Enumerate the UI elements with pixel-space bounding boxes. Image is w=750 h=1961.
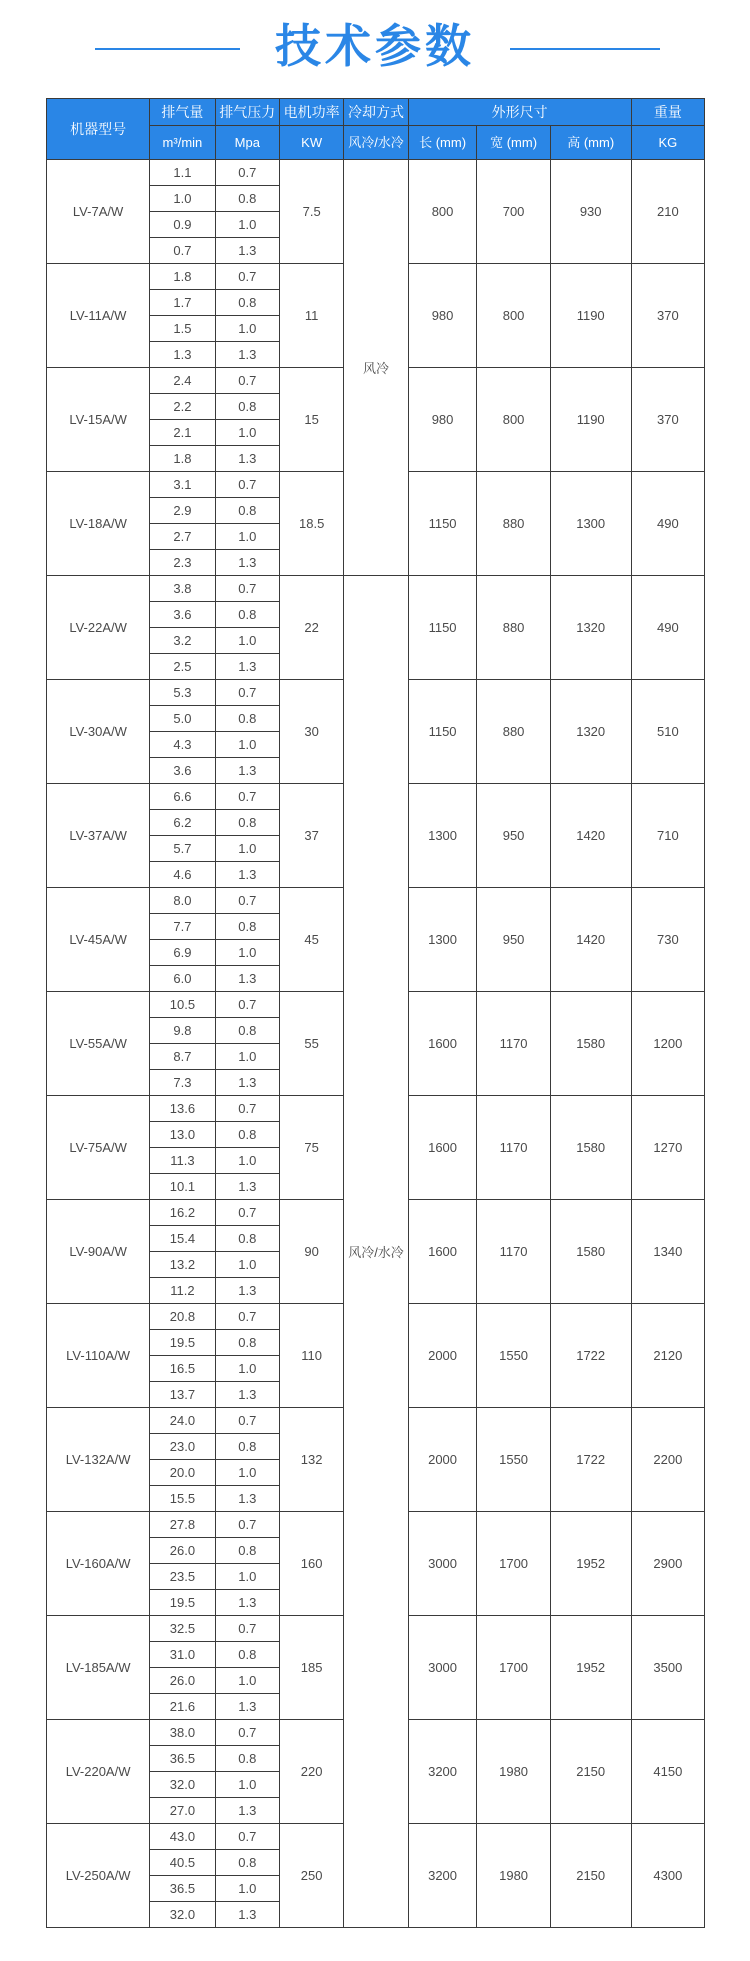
cell-airflow: 2.1 <box>150 420 215 446</box>
cell-pressure: 0.8 <box>215 602 279 628</box>
cell-length: 2000 <box>408 1408 477 1512</box>
cell-power: 45 <box>279 888 343 992</box>
cell-length: 1150 <box>408 680 477 784</box>
cell-airflow: 23.0 <box>150 1434 215 1460</box>
cell-weight: 490 <box>631 472 704 576</box>
cell-pressure: 0.8 <box>215 810 279 836</box>
cell-weight: 4150 <box>631 1720 704 1824</box>
cell-pressure: 0.7 <box>215 576 279 602</box>
cell-pressure: 0.8 <box>215 1746 279 1772</box>
cell-pressure: 1.0 <box>215 1252 279 1278</box>
cell-pressure: 1.3 <box>215 1278 279 1304</box>
cell-pressure: 1.0 <box>215 1668 279 1694</box>
cell-width: 950 <box>477 784 550 888</box>
header-weight-unit: KG <box>631 126 704 160</box>
cell-pressure: 0.8 <box>215 706 279 732</box>
cell-airflow: 2.4 <box>150 368 215 394</box>
cell-length: 3000 <box>408 1512 477 1616</box>
cell-pressure: 0.7 <box>215 1824 279 1850</box>
cell-height: 1420 <box>550 784 631 888</box>
cell-length: 1300 <box>408 888 477 992</box>
cell-power: 185 <box>279 1616 343 1720</box>
cell-power: 22 <box>279 576 343 680</box>
cell-length: 3200 <box>408 1720 477 1824</box>
header-cooling-sub: 风冷/水冷 <box>344 126 408 160</box>
cell-pressure: 1.0 <box>215 1460 279 1486</box>
cell-airflow: 2.7 <box>150 524 215 550</box>
cell-airflow: 26.0 <box>150 1538 215 1564</box>
cell-pressure: 1.3 <box>215 1174 279 1200</box>
cell-model: LV-75A/W <box>47 1096 150 1200</box>
cell-pressure: 0.7 <box>215 1720 279 1746</box>
cell-airflow: 8.7 <box>150 1044 215 1070</box>
cell-weight: 3500 <box>631 1616 704 1720</box>
cell-airflow: 5.7 <box>150 836 215 862</box>
cell-pressure: 1.0 <box>215 524 279 550</box>
cell-pressure: 1.0 <box>215 1356 279 1382</box>
cell-power: 30 <box>279 680 343 784</box>
cell-height: 1320 <box>550 680 631 784</box>
cell-airflow: 1.8 <box>150 264 215 290</box>
cell-length: 2000 <box>408 1304 477 1408</box>
cell-height: 1420 <box>550 888 631 992</box>
cell-pressure: 0.7 <box>215 1096 279 1122</box>
cell-airflow: 1.7 <box>150 290 215 316</box>
cell-power: 18.5 <box>279 472 343 576</box>
cell-airflow: 24.0 <box>150 1408 215 1434</box>
cell-airflow: 1.8 <box>150 446 215 472</box>
cell-width: 1170 <box>477 1096 550 1200</box>
cell-pressure: 1.3 <box>215 758 279 784</box>
cell-airflow: 6.6 <box>150 784 215 810</box>
header-airflow: 排气量 <box>150 99 215 126</box>
cell-model: LV-15A/W <box>47 368 150 472</box>
cell-height: 930 <box>550 160 631 264</box>
cell-airflow: 16.2 <box>150 1200 215 1226</box>
cell-power: 11 <box>279 264 343 368</box>
cell-airflow: 36.5 <box>150 1746 215 1772</box>
cell-length: 1600 <box>408 992 477 1096</box>
cell-power: 37 <box>279 784 343 888</box>
cell-width: 1550 <box>477 1304 550 1408</box>
cell-pressure: 1.0 <box>215 1772 279 1798</box>
cell-airflow: 26.0 <box>150 1668 215 1694</box>
header-pressure-unit: Mpa <box>215 126 279 160</box>
spec-table-body <box>47 160 705 1928</box>
cell-airflow: 40.5 <box>150 1850 215 1876</box>
cell-width: 1980 <box>477 1720 550 1824</box>
cell-airflow: 36.5 <box>150 1876 215 1902</box>
cell-model: LV-7A/W <box>47 160 150 264</box>
cell-pressure: 1.0 <box>215 940 279 966</box>
cell-width: 1550 <box>477 1408 550 1512</box>
cell-airflow: 3.1 <box>150 472 215 498</box>
cell-pressure: 1.3 <box>215 1382 279 1408</box>
cell-airflow: 43.0 <box>150 1824 215 1850</box>
cell-width: 880 <box>477 472 550 576</box>
cell-pressure: 1.0 <box>215 1876 279 1902</box>
cell-airflow: 2.3 <box>150 550 215 576</box>
cell-airflow: 32.0 <box>150 1902 215 1928</box>
cell-airflow: 3.2 <box>150 628 215 654</box>
cell-pressure: 1.3 <box>215 654 279 680</box>
cell-airflow: 1.5 <box>150 316 215 342</box>
cell-pressure: 1.0 <box>215 628 279 654</box>
table-row <box>47 160 705 186</box>
cell-height: 1320 <box>550 576 631 680</box>
cell-power: 250 <box>279 1824 343 1928</box>
cell-weight: 490 <box>631 576 704 680</box>
cell-height: 1190 <box>550 368 631 472</box>
cell-weight: 4300 <box>631 1824 704 1928</box>
cell-pressure: 0.8 <box>215 186 279 212</box>
cell-pressure: 0.7 <box>215 472 279 498</box>
cell-pressure: 0.8 <box>215 914 279 940</box>
cell-model: LV-37A/W <box>47 784 150 888</box>
cell-pressure: 0.8 <box>215 1434 279 1460</box>
cell-airflow: 23.5 <box>150 1564 215 1590</box>
cell-pressure: 1.0 <box>215 732 279 758</box>
cell-power: 75 <box>279 1096 343 1200</box>
header-pressure: 排气压力 <box>215 99 279 126</box>
cell-airflow: 7.7 <box>150 914 215 940</box>
cell-width: 880 <box>477 576 550 680</box>
cell-airflow: 11.2 <box>150 1278 215 1304</box>
cell-pressure: 1.3 <box>215 446 279 472</box>
cell-airflow: 27.0 <box>150 1798 215 1824</box>
cell-pressure: 0.8 <box>215 290 279 316</box>
cell-airflow: 20.0 <box>150 1460 215 1486</box>
cell-pressure: 0.8 <box>215 1018 279 1044</box>
cell-power: 220 <box>279 1720 343 1824</box>
cell-airflow: 16.5 <box>150 1356 215 1382</box>
header-cooling: 冷却方式 <box>344 99 408 126</box>
cell-width: 1700 <box>477 1616 550 1720</box>
cell-airflow: 5.3 <box>150 680 215 706</box>
cell-airflow: 6.0 <box>150 966 215 992</box>
cell-model: LV-90A/W <box>47 1200 150 1304</box>
cell-weight: 510 <box>631 680 704 784</box>
cell-width: 1980 <box>477 1824 550 1928</box>
cell-weight: 210 <box>631 160 704 264</box>
cell-width: 800 <box>477 264 550 368</box>
cell-airflow: 20.8 <box>150 1304 215 1330</box>
cell-pressure: 1.0 <box>215 1044 279 1070</box>
page-title: 技术参数 <box>275 19 475 73</box>
cell-model: LV-18A/W <box>47 472 150 576</box>
cell-height: 1300 <box>550 472 631 576</box>
cell-airflow: 13.7 <box>150 1382 215 1408</box>
cell-height: 1580 <box>550 1200 631 1304</box>
cell-length: 1600 <box>408 1096 477 1200</box>
cell-pressure: 1.3 <box>215 1694 279 1720</box>
cell-height: 1952 <box>550 1512 631 1616</box>
cell-cooling: 风冷 <box>344 160 408 576</box>
cell-weight: 370 <box>631 264 704 368</box>
cell-pressure: 0.7 <box>215 784 279 810</box>
header-height: 高 (mm) <box>550 126 631 160</box>
cell-airflow: 11.3 <box>150 1148 215 1174</box>
spec-table-header <box>47 99 705 160</box>
cell-width: 700 <box>477 160 550 264</box>
cell-airflow: 38.0 <box>150 1720 215 1746</box>
cell-airflow: 1.0 <box>150 186 215 212</box>
cell-pressure: 0.7 <box>215 1304 279 1330</box>
cell-airflow: 19.5 <box>150 1590 215 1616</box>
cell-height: 1580 <box>550 992 631 1096</box>
cell-length: 1600 <box>408 1200 477 1304</box>
cell-pressure: 0.7 <box>215 264 279 290</box>
cell-power: 132 <box>279 1408 343 1512</box>
cell-model: LV-160A/W <box>47 1512 150 1616</box>
cell-airflow: 6.9 <box>150 940 215 966</box>
header-model: 机器型号 <box>47 99 150 160</box>
cell-model: LV-220A/W <box>47 1720 150 1824</box>
cell-pressure: 0.7 <box>215 1200 279 1226</box>
cell-airflow: 15.5 <box>150 1486 215 1512</box>
cell-pressure: 0.8 <box>215 1122 279 1148</box>
cell-power: 160 <box>279 1512 343 1616</box>
cell-airflow: 13.2 <box>150 1252 215 1278</box>
cell-height: 1722 <box>550 1408 631 1512</box>
cell-model: LV-250A/W <box>47 1824 150 1928</box>
cell-cooling: 风冷/水冷 <box>344 576 408 1928</box>
cell-model: LV-55A/W <box>47 992 150 1096</box>
cell-pressure: 1.0 <box>215 316 279 342</box>
cell-airflow: 1.1 <box>150 160 215 186</box>
cell-weight: 710 <box>631 784 704 888</box>
cell-pressure: 0.7 <box>215 888 279 914</box>
cell-weight: 1340 <box>631 1200 704 1304</box>
cell-pressure: 0.8 <box>215 498 279 524</box>
cell-weight: 370 <box>631 368 704 472</box>
cell-pressure: 0.7 <box>215 368 279 394</box>
cell-pressure: 1.0 <box>215 212 279 238</box>
cell-model: LV-110A/W <box>47 1304 150 1408</box>
cell-length: 1150 <box>408 576 477 680</box>
table-row <box>47 576 705 602</box>
cell-airflow: 2.2 <box>150 394 215 420</box>
cell-airflow: 5.0 <box>150 706 215 732</box>
cell-length: 1150 <box>408 472 477 576</box>
cell-airflow: 32.5 <box>150 1616 215 1642</box>
header-power: 电机功率 <box>279 99 343 126</box>
cell-height: 1580 <box>550 1096 631 1200</box>
cell-pressure: 0.8 <box>215 1330 279 1356</box>
cell-airflow: 10.1 <box>150 1174 215 1200</box>
cell-pressure: 0.8 <box>215 1850 279 1876</box>
header-airflow-unit: m³/min <box>150 126 215 160</box>
title-divider-right <box>510 48 660 50</box>
cell-height: 2150 <box>550 1824 631 1928</box>
header-width: 宽 (mm) <box>477 126 550 160</box>
cell-pressure: 1.0 <box>215 1148 279 1174</box>
cell-length: 980 <box>408 368 477 472</box>
cell-pressure: 0.8 <box>215 394 279 420</box>
cell-height: 1722 <box>550 1304 631 1408</box>
cell-airflow: 3.8 <box>150 576 215 602</box>
cell-height: 2150 <box>550 1720 631 1824</box>
cell-airflow: 4.3 <box>150 732 215 758</box>
cell-airflow: 19.5 <box>150 1330 215 1356</box>
cell-pressure: 1.3 <box>215 1590 279 1616</box>
cell-model: LV-45A/W <box>47 888 150 992</box>
cell-pressure: 1.3 <box>215 1070 279 1096</box>
header-power-unit: KW <box>279 126 343 160</box>
cell-pressure: 1.3 <box>215 342 279 368</box>
cell-airflow: 9.8 <box>150 1018 215 1044</box>
cell-power: 110 <box>279 1304 343 1408</box>
cell-airflow: 13.6 <box>150 1096 215 1122</box>
cell-length: 800 <box>408 160 477 264</box>
cell-pressure: 1.3 <box>215 1798 279 1824</box>
cell-pressure: 1.0 <box>215 836 279 862</box>
cell-pressure: 1.0 <box>215 1564 279 1590</box>
cell-pressure: 0.7 <box>215 1616 279 1642</box>
cell-airflow: 7.3 <box>150 1070 215 1096</box>
cell-width: 800 <box>477 368 550 472</box>
cell-power: 55 <box>279 992 343 1096</box>
cell-height: 1190 <box>550 264 631 368</box>
cell-pressure: 1.3 <box>215 550 279 576</box>
cell-length: 3200 <box>408 1824 477 1928</box>
cell-pressure: 0.7 <box>215 1512 279 1538</box>
cell-airflow: 27.8 <box>150 1512 215 1538</box>
cell-airflow: 1.3 <box>150 342 215 368</box>
cell-pressure: 1.0 <box>215 420 279 446</box>
cell-airflow: 3.6 <box>150 602 215 628</box>
header-weight: 重量 <box>631 99 704 126</box>
cell-airflow: 10.5 <box>150 992 215 1018</box>
cell-height: 1952 <box>550 1616 631 1720</box>
cell-width: 880 <box>477 680 550 784</box>
cell-airflow: 21.6 <box>150 1694 215 1720</box>
header-length: 长 (mm) <box>408 126 477 160</box>
cell-airflow: 13.0 <box>150 1122 215 1148</box>
cell-model: LV-11A/W <box>47 264 150 368</box>
cell-airflow: 15.4 <box>150 1226 215 1252</box>
cell-weight: 2200 <box>631 1408 704 1512</box>
cell-airflow: 3.6 <box>150 758 215 784</box>
cell-airflow: 6.2 <box>150 810 215 836</box>
cell-power: 15 <box>279 368 343 472</box>
cell-pressure: 0.8 <box>215 1538 279 1564</box>
title-bar <box>0 0 750 96</box>
cell-airflow: 8.0 <box>150 888 215 914</box>
cell-width: 950 <box>477 888 550 992</box>
cell-pressure: 0.7 <box>215 1408 279 1434</box>
spec-table <box>46 98 705 1928</box>
header-dimensions: 外形尺寸 <box>408 99 631 126</box>
cell-weight: 2120 <box>631 1304 704 1408</box>
cell-model: LV-22A/W <box>47 576 150 680</box>
cell-pressure: 0.7 <box>215 680 279 706</box>
cell-power: 7.5 <box>279 160 343 264</box>
cell-width: 1170 <box>477 992 550 1096</box>
cell-pressure: 1.3 <box>215 238 279 264</box>
cell-weight: 1270 <box>631 1096 704 1200</box>
cell-power: 90 <box>279 1200 343 1304</box>
cell-airflow: 4.6 <box>150 862 215 888</box>
cell-pressure: 1.3 <box>215 1486 279 1512</box>
cell-length: 1300 <box>408 784 477 888</box>
cell-airflow: 0.7 <box>150 238 215 264</box>
cell-length: 3000 <box>408 1616 477 1720</box>
cell-weight: 2900 <box>631 1512 704 1616</box>
cell-pressure: 0.7 <box>215 992 279 1018</box>
cell-weight: 730 <box>631 888 704 992</box>
cell-model: LV-185A/W <box>47 1616 150 1720</box>
cell-length: 980 <box>408 264 477 368</box>
cell-width: 1170 <box>477 1200 550 1304</box>
cell-airflow: 2.9 <box>150 498 215 524</box>
cell-pressure: 0.8 <box>215 1642 279 1668</box>
cell-pressure: 0.7 <box>215 160 279 186</box>
cell-pressure: 1.3 <box>215 862 279 888</box>
cell-weight: 1200 <box>631 992 704 1096</box>
cell-airflow: 2.5 <box>150 654 215 680</box>
cell-pressure: 1.3 <box>215 1902 279 1928</box>
cell-width: 1700 <box>477 1512 550 1616</box>
cell-pressure: 1.3 <box>215 966 279 992</box>
cell-airflow: 0.9 <box>150 212 215 238</box>
cell-model: LV-132A/W <box>47 1408 150 1512</box>
cell-pressure: 0.8 <box>215 1226 279 1252</box>
cell-airflow: 31.0 <box>150 1642 215 1668</box>
cell-airflow: 32.0 <box>150 1772 215 1798</box>
cell-model: LV-30A/W <box>47 680 150 784</box>
